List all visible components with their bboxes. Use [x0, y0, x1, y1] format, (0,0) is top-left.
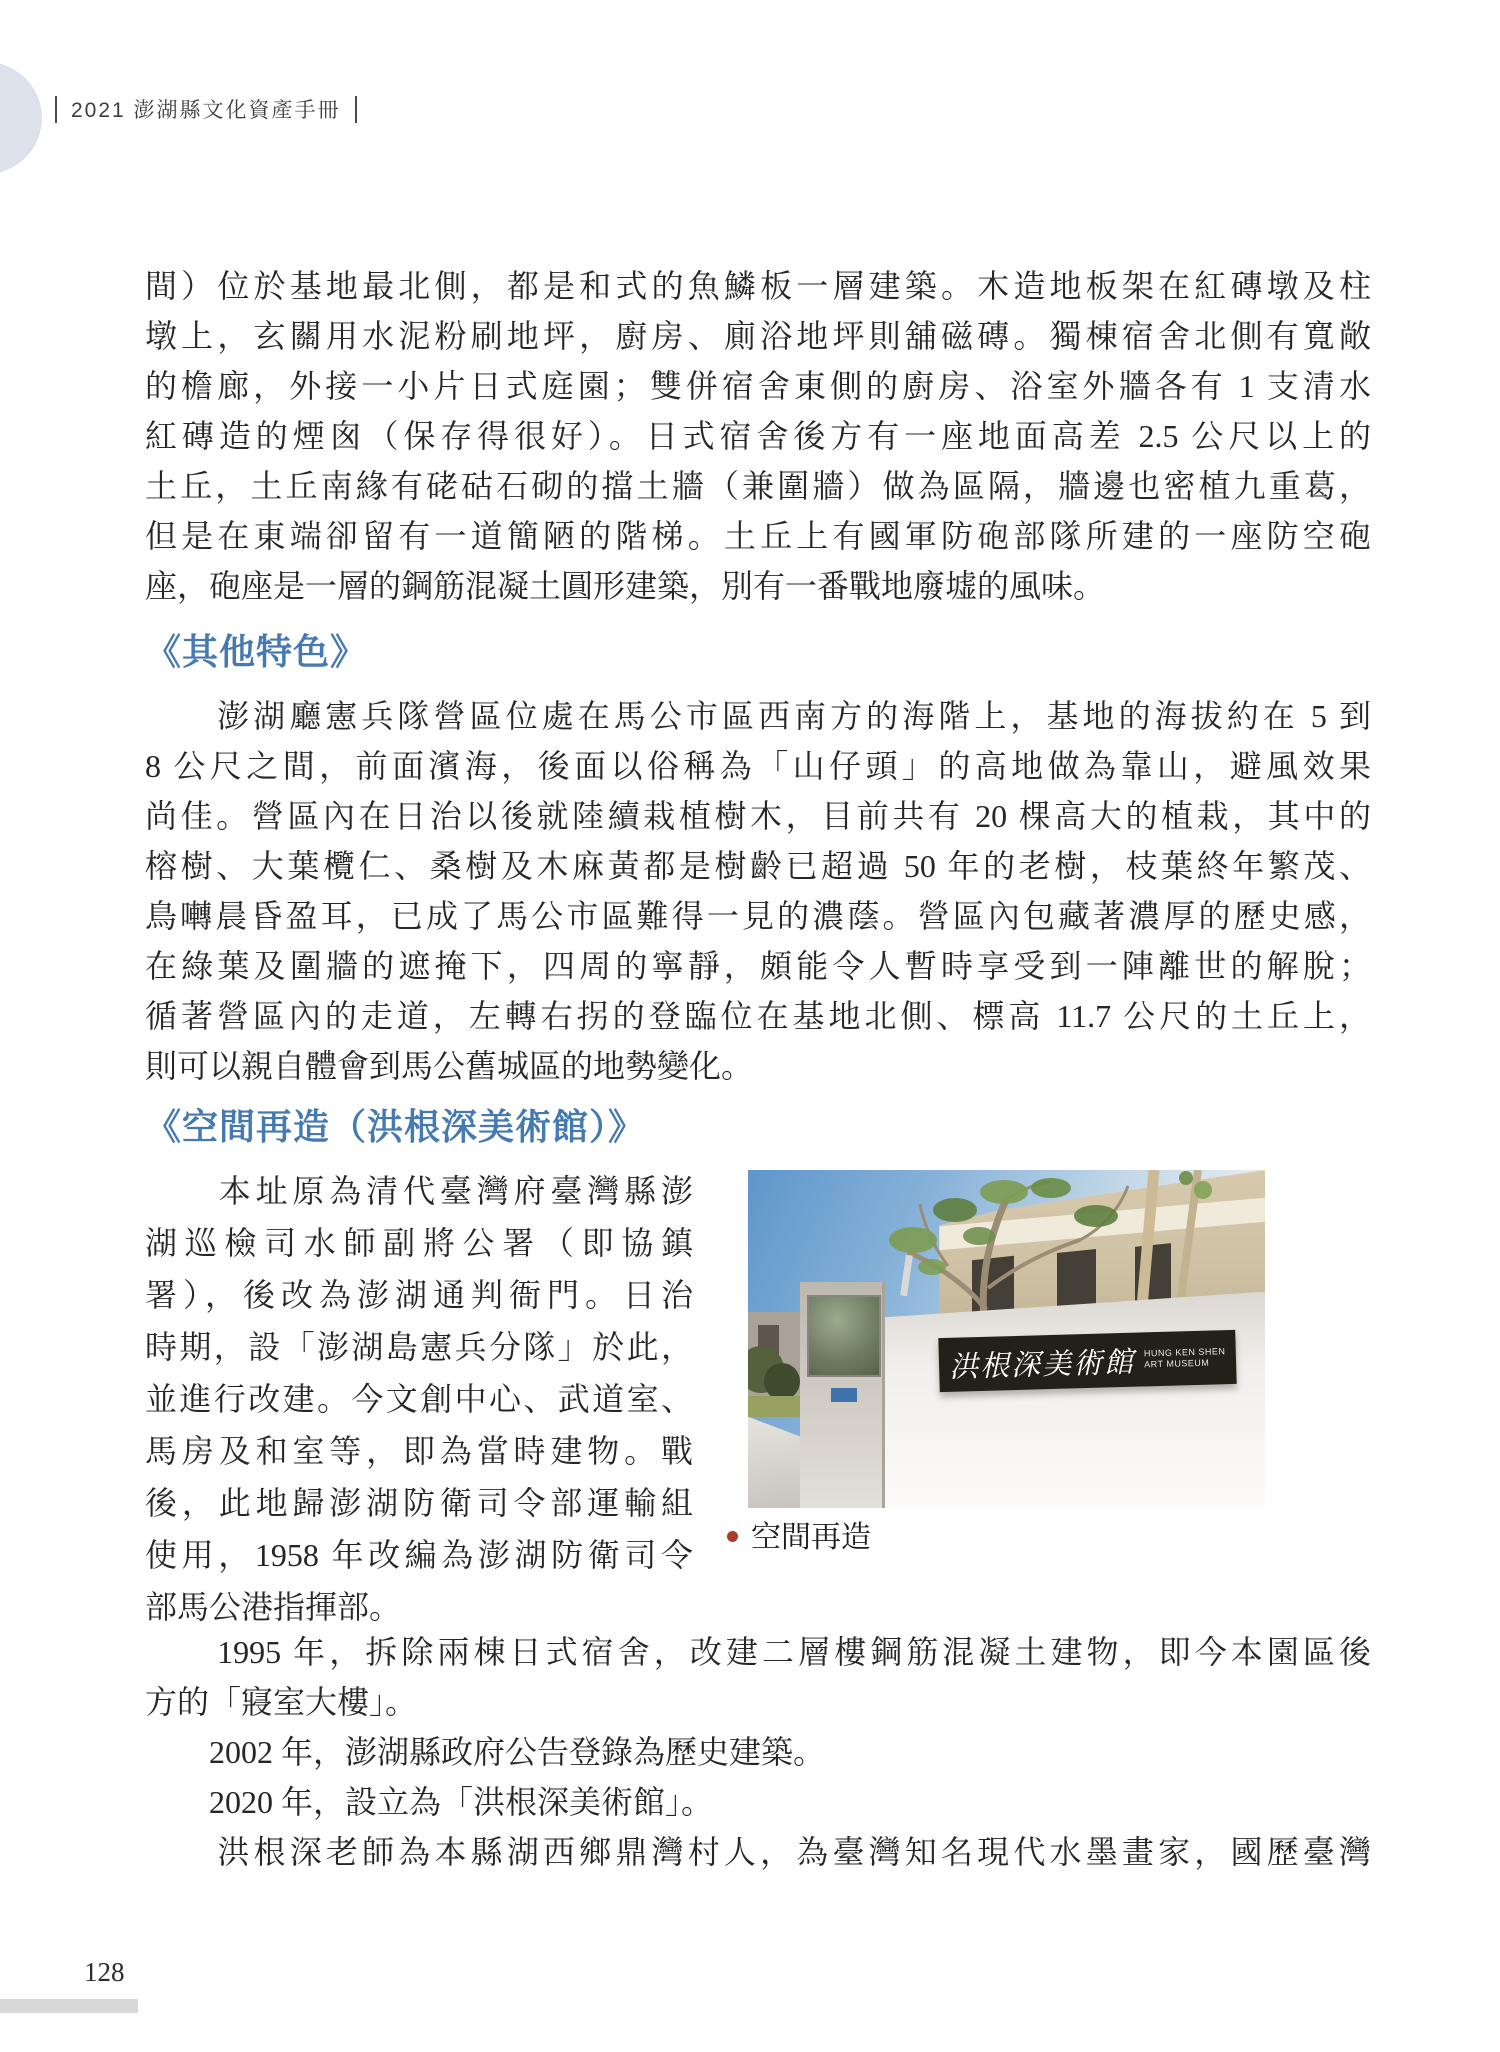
text-line: 方的「寢室大樓」。 [145, 1684, 418, 1720]
photo-art-panel [807, 1295, 881, 1377]
text-line: 循著營區內的走道，左轉右拐的登臨位在基地北側、標高 11.7 公尺的土丘上， [145, 998, 1371, 1034]
paragraph-2020 [145, 1777, 1371, 1827]
caption-text: 空間再造 [751, 1521, 871, 1554]
caption-bullet-icon [727, 1531, 738, 1542]
paragraph-1995 [145, 1627, 1371, 1727]
text-line: 1995 年，拆除兩棟日式宿舍，改建二層樓鋼筋混凝土建物，即今本園區後 [145, 1634, 1371, 1670]
text-line: 榕樹、大葉欖仁、桑樹及木麻黃都是樹齡已超過 50 年的老樹，枝葉終年繁茂、 [145, 848, 1371, 884]
text-line: 鳥囀晨昏盈耳，已成了馬公市區難得一見的濃蔭。營區內包藏著濃厚的歷史感， [145, 898, 1371, 934]
text-line: 洪根深老師為本縣湖西鄉鼎灣村人，為臺灣知名現代水墨畫家，國歷臺灣 [145, 1834, 1371, 1870]
paragraph-2002 [145, 1727, 1371, 1777]
museum-photo [748, 1170, 1265, 1508]
header-title: 2021 澎湖縣文化資產手冊 [71, 99, 341, 122]
text-line: 澎湖廳憲兵隊營區位處在馬公市區西南方的海階上，基地的海拔約在 5 到 [145, 698, 1371, 734]
text-line: 土丘，土丘南緣有硓𥑮石砌的擋土牆（兼圍牆）做為區隔，牆邊也密植九重葛， [145, 468, 1371, 504]
museum-sign-english-line1: HUNG KEN SHEN [1144, 1346, 1226, 1359]
paragraph-hung-ken-shen [145, 1827, 1371, 1877]
text-line: 在綠葉及圍牆的遮掩下，四周的寧靜，頗能令人暫時享受到一陣離世的解脫； [145, 948, 1371, 984]
text-line: 座，砲座是一層的鋼筋混凝土圓形建築，別有一番戰地廢墟的風味。 [145, 568, 1106, 604]
page-number-bar [0, 1999, 138, 2013]
paragraph-architecture [145, 261, 1371, 611]
text-line: 使用，1958 年改編為澎湖防衛司令 [145, 1537, 693, 1573]
text-line: 尚佳。營區內在日治以後就陸續栽植樹木，目前共有 20 棵高大的植栽，其中的 [145, 798, 1371, 834]
museum-sign-english [1144, 1346, 1226, 1370]
page-header [55, 94, 357, 124]
paragraph-museum-history [145, 1165, 693, 1633]
text-line: 本址原為清代臺灣府臺灣縣澎 [145, 1173, 693, 1209]
photo-grass [748, 1396, 800, 1416]
text-line: 墩上，玄關用水泥粉刷地坪，廚房、廁浴地坪則舖磁磚。獨棟宿舍北側有寬敞 [145, 318, 1371, 354]
text-line: 湖巡檢司水師副將公署（即協鎮 [145, 1225, 693, 1261]
text-line: 後，此地歸澎湖防衛司令部運輸組 [145, 1485, 693, 1521]
text-line: 但是在東端卻留有一道簡陋的階梯。土丘上有國軍防砲部隊所建的一座防空砲 [145, 518, 1371, 554]
section-heading-other-features: 《其他特色》 [145, 631, 368, 672]
section-heading-space-renewal: 《空間再造（洪根深美術館）》 [145, 1106, 646, 1147]
header-right-bar [355, 96, 357, 123]
text-line: 8 公尺之間，前面濱海，後面以俗稱為「山仔頭」的高地做為靠山，避風效果 [145, 748, 1371, 784]
text-line: 馬房及和室等，即為當時建物。戰 [145, 1433, 693, 1469]
text-line: 間）位於基地最北側，都是和式的魚鱗板一層建築。木造地板架在紅磚墩及柱 [145, 268, 1371, 304]
text-line: 則可以親自體會到馬公舊城區的地勢變化。 [145, 1048, 754, 1084]
page-number: 128 [84, 1957, 125, 1987]
photo-bush [764, 1363, 800, 1400]
text-line: 時期，設「澎湖島憲兵分隊」於此， [145, 1329, 693, 1365]
museum-sign-chinese: 洪根深美術館 [948, 1346, 1136, 1384]
photo-caption [727, 1512, 871, 1556]
text-line: 的檐廊，外接一小片日式庭園；雙併宿舍東側的廚房、浴室外牆各有 1 支清水 [145, 368, 1371, 404]
photo-blue-plaque [831, 1388, 857, 1402]
text-line: 署），後改為澎湖通判衙門。日治 [145, 1277, 693, 1313]
decorative-circle [0, 62, 42, 174]
paragraph-other-features [145, 691, 1371, 1091]
text-line: 2002 年，澎湖縣政府公告登錄為歷史建築。 [145, 1734, 826, 1770]
text-line: 並進行改建。今文創中心、武道室、 [145, 1381, 693, 1417]
museum-sign [939, 1330, 1237, 1392]
header-left-bar [55, 96, 57, 123]
text-line: 紅磚造的煙囪（保存得很好）。日式宿舍後方有一座地面高差 2.5 公尺以上的 [145, 418, 1371, 454]
text-line: 部馬公港指揮部。 [145, 1589, 402, 1625]
museum-sign-english-line2: ART MUSEUM [1144, 1357, 1210, 1370]
text-line: 2020 年，設立為「洪根深美術館」。 [145, 1784, 714, 1820]
